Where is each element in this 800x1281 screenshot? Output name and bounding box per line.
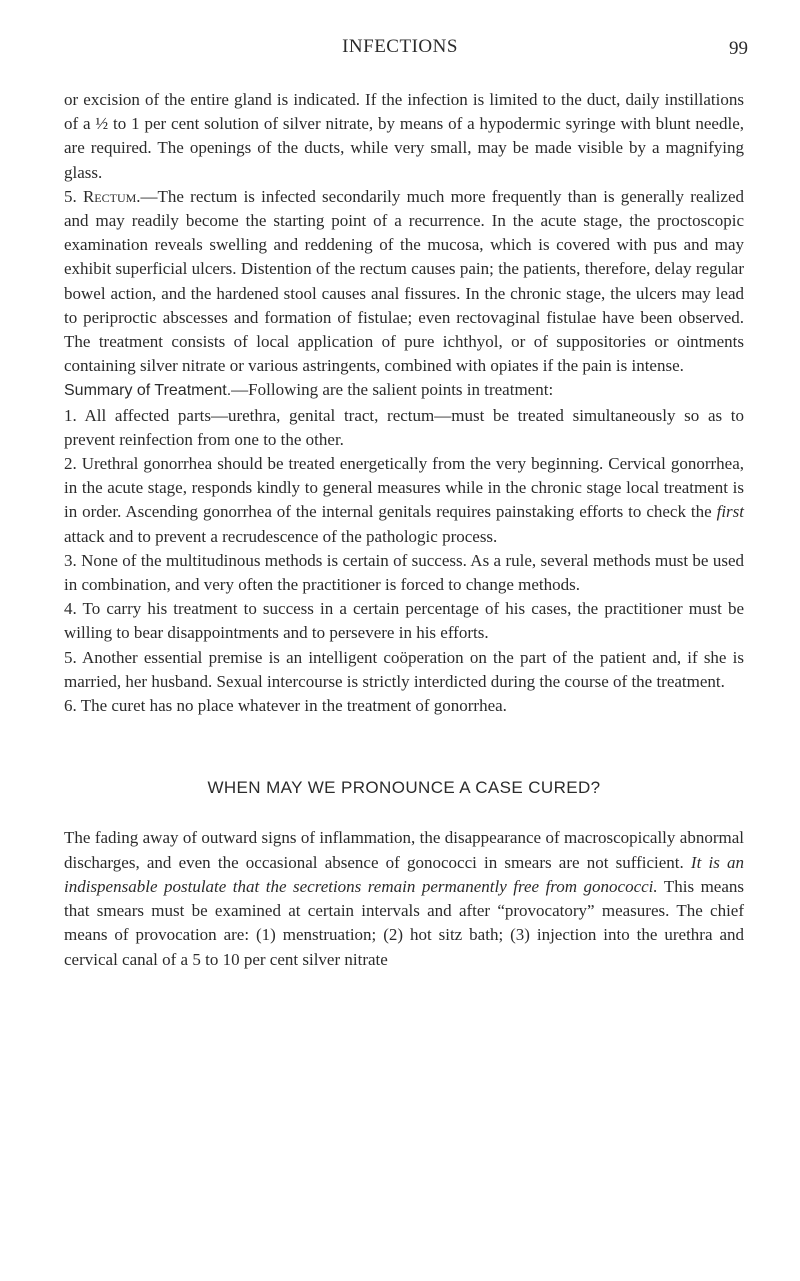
list-item-6: 6. The curet has no place whatever in the treatment of gonorrhea. xyxy=(64,696,507,716)
list-item-3: 3. None of the multitudinous methods is certain of success. As a rule, several methods must be used in combination, and very often the practitioner is forced to change methods. xyxy=(64,550,744,595)
list-item-2 xyxy=(64,452,744,549)
list-item-1: 1. All affected parts—urethra, genital tract, rectum—must be treated simultaneously so as to prevent reinfection from one to the other. xyxy=(64,405,744,449)
final-text-a: The fading away of outward signs of inflammation, the disappearance of macroscopically abnormal discharges, and even the occasional absence of gonococci in smears are not sufficient. xyxy=(64,828,744,872)
list-item-5: 5. Another essential premise is an intelligent coöperation on the part of the patient and, if she is married, her husband. Sexual intercourse is strictly interdicted during the course of the treatment. xyxy=(64,647,744,691)
running-title: INFECTIONS xyxy=(342,36,458,57)
section-heading: WHEN MAY WE PRONOUNCE A CASE CURED? xyxy=(207,778,601,798)
item2-text-b: attack and to prevent a recrudescence of the pathologic process. xyxy=(64,526,498,546)
summary-intro: —Following are the salient points in treatment: xyxy=(231,380,554,400)
running-header xyxy=(0,36,800,62)
item2-emphasis: first xyxy=(716,502,744,522)
paragraph-gland-continuation: or excision of the entire gland is indicated. If the infection is limited to the duct, daily instillations of a ½ to 1 per cent solution of silver nitrate, by means of a hypodermic syringe with blunt needle, are required. The openings of the ducts, while very small, may be made visible by a magnifying glass. xyxy=(64,90,744,182)
final-text-b: This means that smears must be examined at certain intervals and after “provocatory” measures. The chief means of provocation are: (1) menstruation; (2) hot sitz bath; (3) injection into the urethra and cervical canal of a 5 to 10 per cent silver nitrate xyxy=(64,876,745,969)
rectum-number: 5. xyxy=(64,186,83,206)
final-emphasis: It is an indispensable postulate that the secretions remain permanently free from gonococci. xyxy=(64,852,744,896)
list-item-4: 4. To carry his treatment to success in a certain percentage of his cases, the practitioner must be willing to bear disappointments and to persevere in his efforts. xyxy=(64,599,744,643)
summary-heading: Summary of Treatment. xyxy=(64,382,232,400)
rectum-text: —The rectum is infected secondarily much more frequently than is generally realized and may readily become the starting point of a recurrence. In the acute stage, the proctoscopic examination reveals swelling and reddening of the mucosa, which is covered with pus and may exhibit superficial ulcers. Distention of the rectum causes pain; the patients, therefore, delay regular bowel action, and the hardened stool causes anal fissures. In the chronic stage, the ulcers may lead to periproctic abscesses and formation of fistulae; even rectovaginal fistulae have been observed. The treatment consists of local application of pure ichthyol, or of suppositories or ointments containing silver nitrate or various astringents, combined with opiates if the pain is intense. xyxy=(64,186,744,376)
body-text xyxy=(64,88,744,972)
item2-text-a: 2. Urethral gonorrhea should be treated energetically from the very beginning. Cervical gonorrhea, in the acute stage, responds kindly to general measures while in the chronic stage local treatment is in order. Ascending gonorrhea of the internal genitals requires painstaking efforts to check the xyxy=(64,454,744,522)
page-number: 99 xyxy=(729,38,748,59)
paragraph-rectum xyxy=(64,185,744,379)
paragraph-summary xyxy=(64,378,744,403)
paragraph-cure-criteria xyxy=(64,826,744,971)
rectum-label: Rectum. xyxy=(82,186,141,206)
